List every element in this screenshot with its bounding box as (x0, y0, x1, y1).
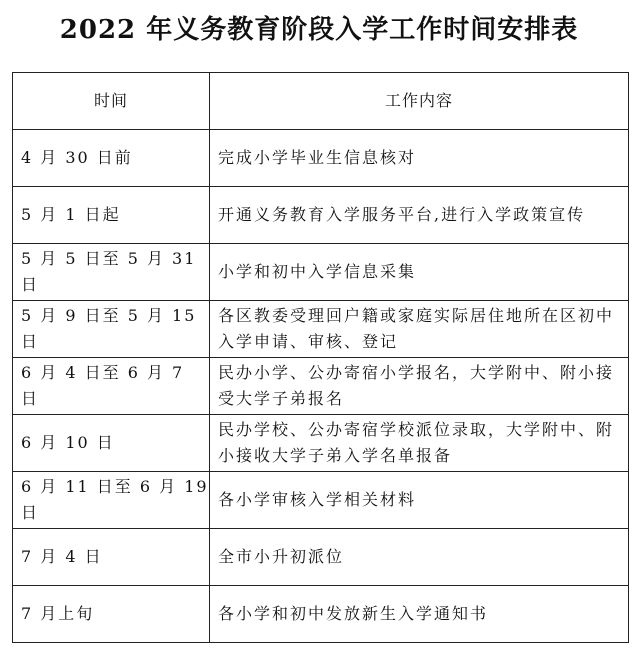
table-row (13, 358, 629, 415)
row-content: 全市小升初派位 (210, 529, 629, 586)
row-content: 各区教委受理回户籍或家庭实际居住地所在区初中入学申请、审核、登记 (210, 301, 629, 358)
row-content: 完成小学毕业生信息核对 (210, 130, 629, 187)
schedule-table (12, 72, 629, 643)
table-row (13, 415, 629, 472)
row-time: 5 月 9 日至 5 月 15 日 (13, 301, 210, 358)
row-content: 民办小学、公办寄宿小学报名，大学附中、附小接受大学子弟报名 (210, 358, 629, 415)
table-row (13, 301, 629, 358)
table-row (13, 130, 629, 187)
row-time: 4 月 30 日前 (13, 130, 210, 187)
header-content: 工作内容 (210, 73, 629, 130)
row-time: 7 月上旬 (13, 586, 210, 643)
row-content: 开通义务教育入学服务平台,进行入学政策宣传 (210, 187, 629, 244)
table-header-row (13, 73, 629, 130)
row-time: 6 月 11 日至 6 月 19 日 (13, 472, 210, 529)
row-time: 7 月 4 日 (13, 529, 210, 586)
header-time: 时间 (13, 73, 210, 130)
row-content: 小学和初中入学信息采集 (210, 244, 629, 301)
row-content: 民办学校、公办寄宿学校派位录取，大学附中、附小接收大学子弟入学名单报备 (210, 415, 629, 472)
table-row (13, 529, 629, 586)
row-content: 各小学和初中发放新生入学通知书 (210, 586, 629, 643)
table-row (13, 472, 629, 529)
page-title: 2022 年义务教育阶段入学工作时间安排表 (59, 15, 579, 45)
row-time: 5 月 1 日起 (13, 187, 210, 244)
table-row (13, 244, 629, 301)
row-content: 各小学审核入学相关材料 (210, 472, 629, 529)
table-row (13, 187, 629, 244)
row-time: 6 月 10 日 (13, 415, 210, 472)
table-row (13, 586, 629, 643)
row-time: 6 月 4 日至 6 月 7 日 (13, 358, 210, 415)
row-time: 5 月 5 日至 5 月 31 日 (13, 244, 210, 301)
